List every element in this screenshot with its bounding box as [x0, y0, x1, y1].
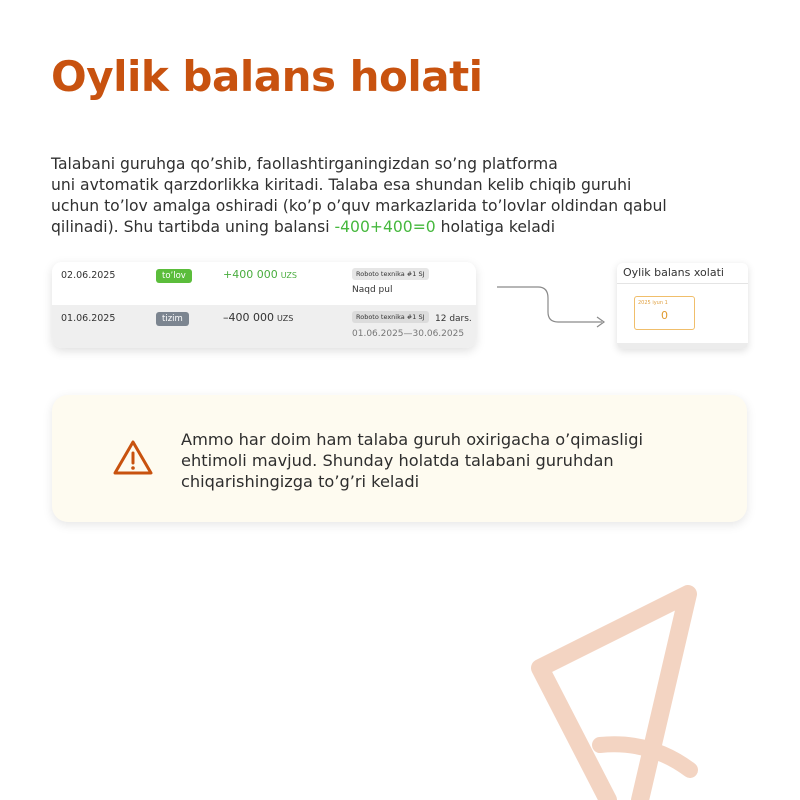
- payment-method: Naqd pul: [352, 285, 393, 295]
- currency-label: UZS: [277, 314, 294, 323]
- currency-label: UZS: [280, 271, 297, 280]
- balance-formula: -400+400=0: [334, 218, 436, 236]
- intro-line: Talabani guruhga qo’shib, faollashtirganingizdan so’ng platforma: [51, 155, 558, 173]
- intro-line: uchun to’lov amalga oshiradi (ko’p o’quv markazlarida to’lovlar oldindan qabul: [51, 197, 667, 215]
- transaction-type-badge: tizim: [156, 312, 189, 326]
- warning-line: Ammo har doim ham talaba guruh oxirigacha o’qimasligi: [181, 430, 643, 449]
- warning-line: ehtimoli mavjud. Shunday holatda talabani guruhdan: [181, 451, 614, 470]
- amount-value: –400 000: [223, 311, 274, 324]
- intro-line: uni avtomatik qarzdorlikka kiritadi. Talaba esa shundan kelib chiqib guruhi: [51, 176, 632, 194]
- group-tag[interactable]: Roboto texnika #1 SJ: [352, 311, 429, 323]
- lesson-count: 12 dars.: [435, 314, 472, 324]
- month-label: 2025 iyun 1: [638, 300, 668, 306]
- transaction-date: 02.06.2025: [61, 270, 116, 281]
- group-tag[interactable]: Roboto texnika #1 SJ: [352, 268, 429, 280]
- transaction-date: 01.06.2025: [61, 313, 116, 324]
- intro-text: holatiga keladi: [435, 218, 556, 236]
- billing-period: 01.06.2025—30.06.2025: [352, 329, 465, 339]
- balance-value: 0: [661, 309, 668, 322]
- transaction-type-badge: to’lov: [156, 269, 192, 283]
- warning-line: chiqarishingizga to’g’ri keladi: [181, 472, 420, 491]
- intro-text: qilinadi). Shu tartibda uning balansi: [51, 218, 335, 236]
- page-title: Oylik balans holati: [51, 52, 483, 101]
- balance-card-title: Oylik balans xolati: [623, 266, 724, 279]
- amount-value: +400 000: [223, 268, 278, 281]
